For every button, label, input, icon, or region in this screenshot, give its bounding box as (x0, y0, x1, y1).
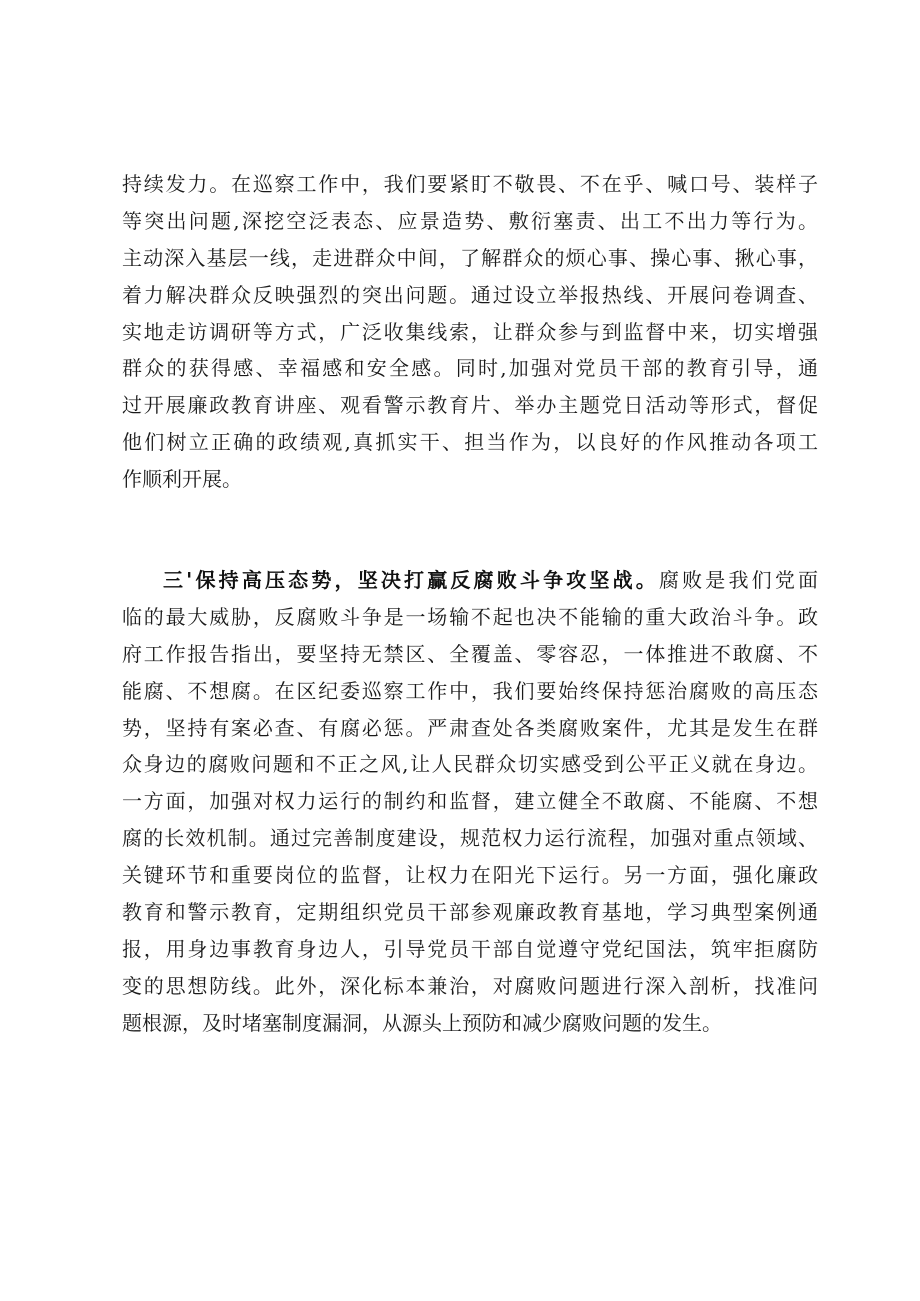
paragraph-line: 报，用身边事教育身边人，引导党员干部自觉遵守党纪国法，筑牢拒腐防 (122, 936, 818, 961)
paragraph-line: 能腐、不想腐。在区纪委巡察工作中，我们要始终保持惩治腐败的高压态 (122, 678, 818, 703)
paragraph-line: 着力解决群众反映强烈的突出问题。通过设立举报热线、开展问卷调查、 (122, 282, 818, 307)
paragraph-line: 众身边的腐败问题和不正之风,让人民群众切实感受到公平正义就在身边。 (122, 752, 818, 777)
paragraph-2 (122, 562, 818, 1042)
paragraph-line: 实地走访调研等方式，广泛收集线索，让群众参与到监督中来，切实增强 (122, 319, 818, 344)
paragraph-line: 等突出问题,深挖空泛表态、应景造势、敷衍塞责、出工不出力等行为。 (122, 208, 818, 233)
paragraph-line: 变的思想防线。此外，深化标本兼治，对腐败问题进行深入剖析，找准问 (122, 973, 818, 998)
paragraph-line: 群众的获得感、幸福感和安全感。同时,加强对党员干部的教育引导，通 (122, 356, 818, 381)
paragraph-1 (122, 166, 818, 498)
paragraph-line: 一方面，加强对权力运行的制约和监督，建立健全不敢腐、不能腐、不想 (122, 789, 818, 814)
paragraph-line: 关键环节和重要岗位的监督，让权力在阳光下运行。另一方面，强化廉政 (122, 863, 818, 888)
paragraph-line: 持续发力。在巡察工作中，我们要紧盯不敬畏、不在乎、喊口号、装样子 (122, 172, 818, 196)
paragraph-line: 过开展廉政教育讲座、观看警示教育片、举办主题党日活动等形式，督促 (122, 393, 818, 418)
paragraph-line: 主动深入基层一线，走进群众中间，了解群众的烦心事、操心事、揪心事， (122, 245, 818, 270)
paragraph-line: 府工作报告指出，要坚持无禁区、全覆盖、零容忍，一体推进不敢腐、不 (122, 641, 818, 666)
paragraph-first-line (122, 562, 818, 599)
paragraph-line: 势，坚持有案必查、有腐必惩。严肃查处各类腐败案件，尤其是发生在群 (122, 715, 818, 740)
section-heading: 三'保持高压态势，坚决打赢反腐败斗争攻坚战。 (163, 568, 659, 592)
paragraph-line: 题根源，及时堵塞制度漏洞，从源头上预防和减少腐败问题的发生。 (122, 1010, 722, 1035)
paragraph-line: 腐的长效机制。通过完善制度建设，规范权力运行流程，加强对重点领域、 (122, 826, 818, 851)
paragraph-line: 临的最大威胁，反腐败斗争是一场输不起也决不能输的重大政治斗争。政 (122, 604, 818, 629)
paragraph-line: 教育和警示教育，定期组织党员干部参观廉政教育基地，学习典型案例通 (122, 900, 818, 925)
paragraph-line: 他们树立正确的政绩观,真抓实干、担当作为，以良好的作风推动各项工 (122, 430, 818, 455)
paragraph-line-rest: 腐败是我们党面 (658, 568, 818, 592)
paragraph-line: 作顺利开展。 (122, 467, 242, 492)
